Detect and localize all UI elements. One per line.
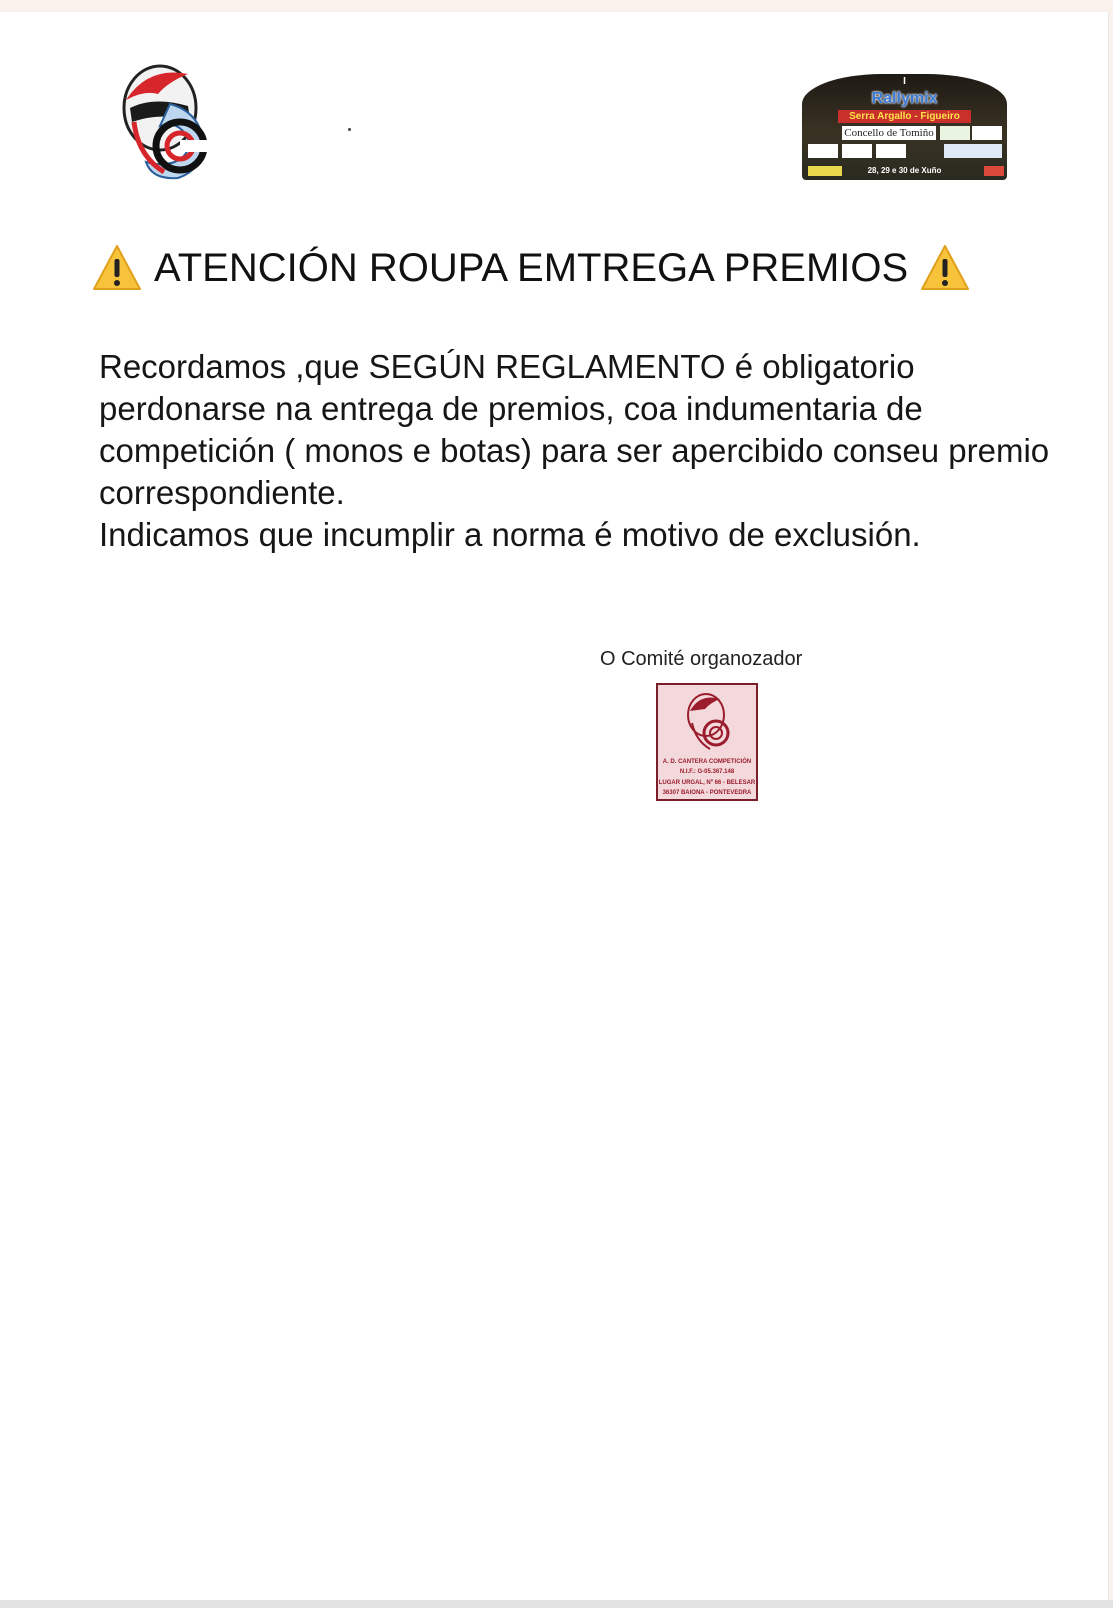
- rally-subtitle: Serra Argallo - Figueiro: [838, 110, 971, 123]
- rally-title: Rallymix: [871, 90, 938, 107]
- sponsor-logo: [842, 144, 872, 158]
- sponsor-logo: [808, 144, 838, 158]
- sponsor-logo: [940, 126, 970, 140]
- document-page: [0, 12, 1109, 1600]
- bottom-edge: [0, 1600, 1113, 1608]
- stamp-line: LUGAR URGAL, Nº 66 - BELESAR: [658, 780, 756, 786]
- rally-edition: I: [903, 76, 906, 87]
- warning-icon: [920, 243, 970, 293]
- sponsor-logo: [876, 144, 906, 158]
- notice-title: ATENCIÓN ROUPA EMTREGA PREMIOS: [154, 245, 909, 290]
- club-logo-icon: [680, 691, 736, 753]
- club-logo-icon: [108, 60, 216, 186]
- rally-plate-logo: [802, 74, 1007, 180]
- notice-headline: [92, 240, 1072, 296]
- stamp-line: A. D. CANTERA COMPETICIÓN: [662, 759, 752, 765]
- notice-paragraph: Recordamos ,que SEGÚN REGLAMENTO é obligatorio perdonarse na entrega de premios, coa indumentaria de competición ( monos e botas) para ser apercibido conseu premio correspondiente.: [99, 348, 1050, 511]
- notice-body: [99, 346, 1059, 556]
- signature-label: O Comité organozador: [600, 648, 803, 670]
- sponsor-logo: [944, 144, 1002, 158]
- stray-dot: [348, 128, 351, 131]
- stamp-line: 36307 BAIONA - PONTEVEDRA: [662, 790, 752, 796]
- rally-concello: Concello de Tomiño: [842, 126, 936, 140]
- organizer-stamp: [656, 683, 758, 801]
- stamp-line: N.I.F.: G-05.367.148: [679, 769, 735, 775]
- warning-icon: [92, 243, 142, 293]
- sponsor-logo: [972, 126, 1002, 140]
- notice-paragraph: Indicamos que incumplir a norma é motivo de exclusión.: [99, 516, 921, 553]
- rally-dates: 28, 29 e 30 de Xuño: [867, 166, 942, 175]
